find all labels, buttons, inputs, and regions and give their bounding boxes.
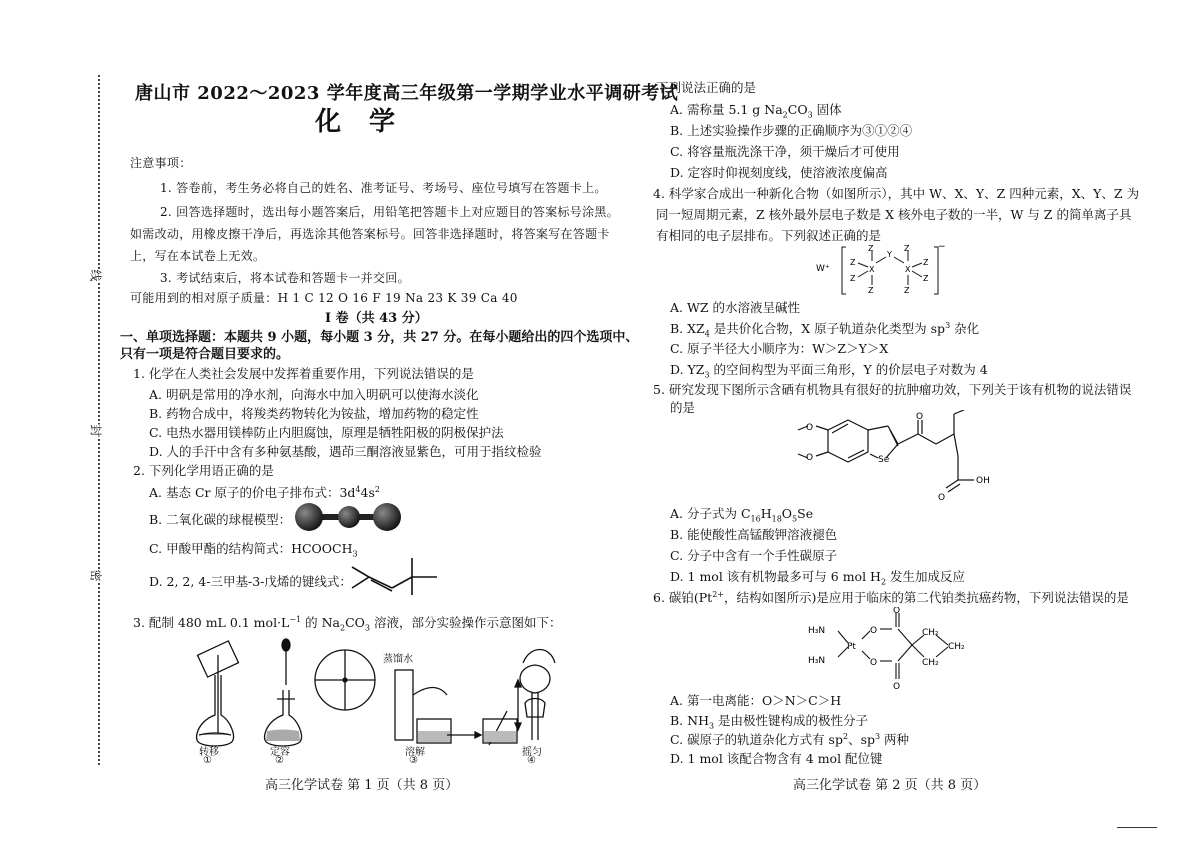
dissolving-apparatus: [395, 670, 517, 745]
notice-heading: 注意事项：: [130, 156, 192, 170]
q5-selenium-label: Se: [878, 455, 890, 465]
question-4-option-a: A. WZ 的水溶液呈碱性: [670, 300, 800, 315]
q6-platinum-label: Pt: [847, 642, 856, 652]
question-4-line-2: 同一短周期元素，Z 核外最外层电子数是 X 核外电子数的一半，W 与 Z 的简单离子具: [656, 207, 1132, 222]
step-label-dissolve: 溶解: [405, 747, 425, 758]
q4-atom-z4: Z: [868, 286, 874, 295]
exam-title: 唐山市 2022～2023 学年度高三年级第一学期学业水平调研考试: [135, 83, 679, 104]
binding-char-xian: 线: [86, 269, 107, 281]
question-3-option-d: D. 定容时仰视刻度线，使溶液浓度偏高: [670, 165, 888, 180]
q6-oxygen-2: O: [870, 658, 878, 668]
co2-ball-stick-model: [293, 500, 403, 536]
question-1-option-a: A. 明矾是常用的净水剂，向海水中加入明矾可以使海水淡化: [149, 387, 479, 402]
notice-1: 1. 答卷前，考生务必将自己的姓名、准考证号、考场号、座位号填写在答题卡上。: [160, 181, 607, 195]
notice-3: 3. 考试结束后，将本试卷和答题卡一并交回。: [160, 271, 410, 285]
question-4-line-1: 4. 科学家合成出一种新化合物（如图所示），其中 W、X、Y、Z 四种元素，X、Y、Z 为: [653, 186, 1140, 201]
section-1-line-1: 一、单项选择题：本题共 9 小题，每小题 3 分，共 27 分。在每小题给出的四个选项中、: [120, 330, 639, 345]
q4-atom-z8: Z: [923, 274, 929, 283]
question-4-option-b: B. $XZ_4$ 是共价化合物，X 原子轨道杂化类型为 $sp^3$ 杂化: [670, 320, 980, 339]
q5-oxygen-1: O: [806, 423, 814, 433]
q6-oxygen-3: O: [893, 607, 901, 616]
q6-oxygen-4: O: [893, 682, 901, 692]
question-6-stem: 6. 碳铂($Pt^{2+}$，结构如图所示)是应用于临床的第二代铂类抗癌药物，下列说法错误的是: [653, 589, 1129, 605]
part-heading: I 卷（共 43 分）: [325, 311, 428, 326]
transfer-apparatus: [197, 641, 239, 746]
question-6-option-d: D. 1 mol 该配合物含有 4 mol 配位键: [670, 751, 883, 766]
q4-anion-charge: −: [938, 243, 946, 252]
q5-oxygen-2: O: [806, 453, 814, 463]
q6-ch2-3: CH₂: [948, 642, 965, 652]
q6-ch2-2: CH₂: [922, 658, 939, 668]
question-6-option-a: A. 第一电离能：O＞N＞C＞H: [670, 693, 842, 708]
question-3-option-a: A. 需称量 5.1 g $Na_2CO_3$ 固体: [670, 102, 842, 120]
binding-char-mi: 密: [86, 569, 107, 581]
notice-2b: 如需改动，用橡皮擦干净后，再选涂其他答案标号。回答非选择题时，将答案写在答题卡: [130, 227, 610, 241]
q4-atom-x2: X: [905, 265, 911, 274]
q4-atom-z7: Z: [923, 258, 929, 267]
question-6-option-c: C. 碳原子的轨道杂化方式有 $sp^2$、$sp^3$ 两种: [670, 731, 910, 747]
question-2-option-b: B. 二氧化碳的球棍模型：: [149, 512, 292, 527]
q4-cation-w: W⁺: [816, 264, 830, 274]
q6-amine-1: H₃N: [808, 626, 826, 636]
question-5-line-2: 的是: [670, 400, 696, 415]
question-5-option-d: D. 1 mol 该有机物最多可与 6 mol $H_2$ 发生加成反应: [670, 569, 966, 587]
notice-2c: 上，写在本试卷上无效。: [130, 249, 266, 263]
question-3-option-c: C. 将容量瓶洗涤干净，须干燥后才可使用: [670, 144, 900, 159]
question-3-apparatus-figure: [185, 635, 565, 755]
step-label-constant-volume: 定容: [270, 747, 290, 758]
atomic-masses: 可能用到的相对原子质量：H 1 C 12 O 16 F 19 Na 23 K 39 Ca 40: [130, 291, 518, 305]
q6-oxygen-1: O: [870, 626, 878, 636]
q4-atom-z3: Z: [868, 244, 874, 253]
q4-atom-x1: X: [869, 265, 875, 274]
q4-atom-z2: Z: [850, 274, 856, 283]
question-5-line-1: 5. 研究发现下图所示含硒有机物具有很好的抗肿瘤功效，下列关于该有机物的说法错误: [653, 382, 1132, 397]
binding-char-feng: 封: [86, 424, 107, 436]
step-number-3: ③: [409, 755, 418, 766]
constant-volume-apparatus: [265, 639, 302, 746]
binding-line: [98, 75, 100, 765]
question-1-option-d: D. 人的手汗中含有多种氨基酸，遇茚三酮溶液显紫色，可用于指纹检验: [149, 444, 542, 459]
skeletal-formula-trimethylpentene: [347, 555, 447, 600]
q4-atom-z5: Z: [904, 244, 910, 253]
q6-ch2-1: CH₂: [922, 628, 939, 638]
step-label-shake: 摇匀: [522, 747, 542, 758]
step-number-4: ④: [527, 755, 536, 766]
shaking-apparatus: [515, 650, 555, 741]
corner-mark: [1117, 827, 1157, 828]
q4-atom-z6: Z: [904, 286, 910, 295]
question-2-option-d: D. 2, 2, 4-三甲基-3-戊烯的键线式：: [149, 574, 352, 589]
section-1-line-2: 只有一项是符合题目要求的。: [120, 347, 290, 362]
question-4-line-3: 有相同的电子层排布。下列叙述正确的是: [656, 228, 882, 243]
question-2-option-c: C. 甲酸甲酯的结构简式：$HCOOCH_3$: [149, 541, 358, 559]
question-2-stem: 2. 下列化学用语正确的是: [133, 463, 274, 478]
question-6-carboplatin-structure: [808, 607, 988, 692]
question-2-option-a: A. 基态 Cr 原子的价电子排布式：$3d^44s^2$: [149, 484, 380, 500]
q4-atom-y: Y: [887, 250, 892, 259]
question-4-structure: [816, 243, 946, 298]
question-3-option-b: B. 上述实验操作步骤的正确顺序为③①②④: [670, 123, 913, 138]
step-number-1: ①: [203, 755, 212, 766]
q5-hydroxyl-label: OH: [976, 476, 990, 486]
question-5-option-b: B. 能使酸性高锰酸钾溶液褪色: [670, 527, 838, 542]
question-1-option-c: C. 电热水器用镁棒防止内胆腐蚀，原理是牺牲阳极的阴极保护法: [149, 425, 504, 440]
q4-atom-z1: Z: [850, 258, 856, 267]
question-1-stem: 1. 化学在人类社会发展中发挥着重要作用，下列说法错误的是: [133, 366, 474, 381]
page-1-footer: 高三化学试卷 第 1 页（共 8 页）: [265, 778, 459, 793]
notice-2a: 2. 回答选择题时，选出每小题答案后，用铅笔把答题卡上对应题目的答案标号涂黑。: [160, 205, 619, 219]
page-2-footer: 高三化学试卷 第 2 页（共 8 页）: [793, 778, 987, 793]
question-3-stem: 3. 配制 480 mL 0.1 $mol\cdot L^{-1}$ 的 $Na_2CO_3$ 溶液，部分实验操作示意图如下：: [133, 614, 562, 633]
step-label-transfer: 转移: [199, 747, 219, 758]
q5-carbonyl-oxygen: O: [916, 412, 924, 422]
step-number-2: ②: [275, 755, 284, 766]
question-5-option-a: A. 分子式为 $C_{16}H_{18}O_5Se$: [670, 506, 814, 524]
question-3-continued-stem: 下列说法正确的是: [656, 80, 757, 95]
question-4-option-d: D. $YZ_3$ 的空间构型为平面三角形，Y 的价层电子对数为 4: [670, 362, 988, 380]
question-5-option-c: C. 分子中含有一个手性碳原子: [670, 548, 838, 563]
question-5-selenium-compound-structure: [788, 410, 1008, 510]
question-4-option-c: C. 原子半径大小顺序为：W＞Z＞Y＞X: [670, 341, 889, 356]
eye-level-view-circle: [315, 650, 375, 710]
q6-amine-2: H₃N: [808, 656, 826, 666]
subject-title: 化学: [315, 107, 424, 137]
distilled-water-label: 蒸馏水: [383, 654, 413, 665]
question-1-option-b: B. 药物合成中，将羧类药物转化为铵盐，增加药物的稳定性: [149, 406, 479, 421]
q5-acid-oxygen: O: [938, 493, 946, 503]
question-6-option-b: B. $NH_3$ 是由极性键构成的极性分子: [670, 713, 869, 731]
